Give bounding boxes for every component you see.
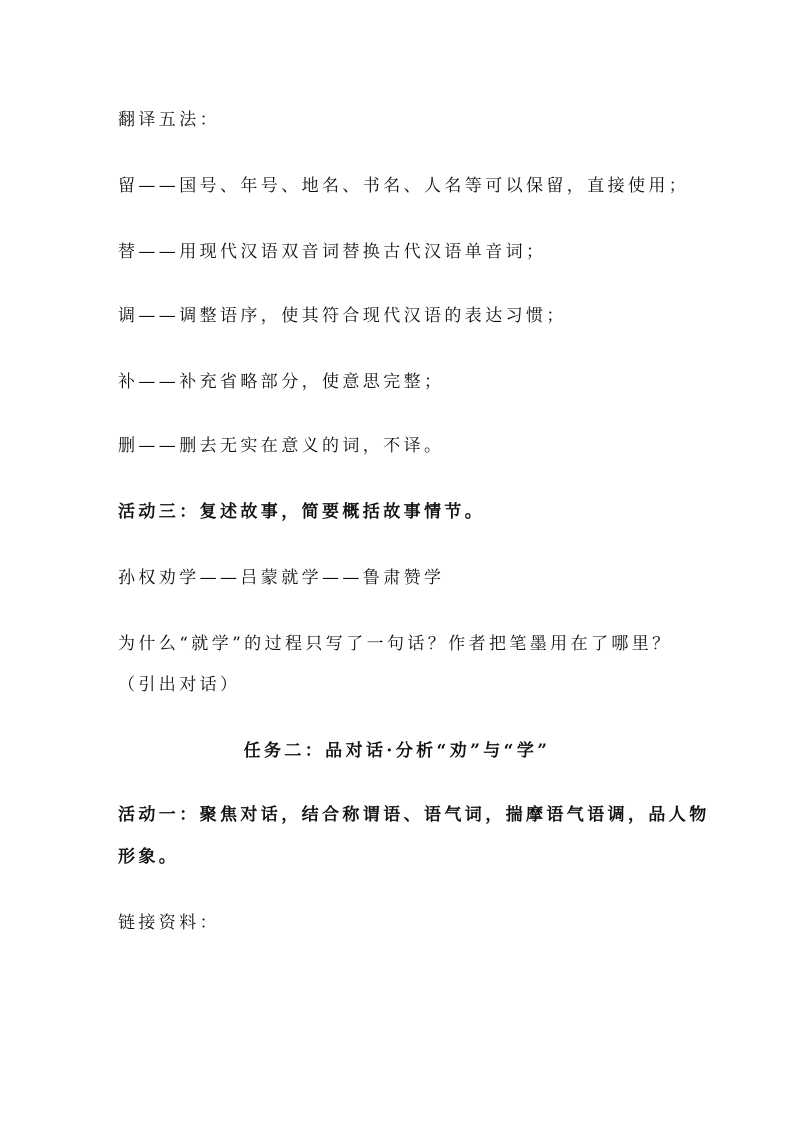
method-supplement: 补——补充省略部分，使意思完整； — [118, 372, 445, 392]
task2-title: 任务二：品对话·分析“劝”与“学” — [243, 741, 551, 761]
methods-heading: 翻译五法： — [118, 110, 220, 130]
activity1-line-1: 活动一：聚焦对话，结合称谓语、语气词，揣摩语气语调，品人物 — [118, 805, 710, 825]
activity3-heading: 活动三：复述故事，简要概括故事情节。 — [118, 502, 486, 522]
resources-label: 链接资料： — [118, 913, 220, 933]
question-line-2: （引出对话） — [118, 675, 241, 695]
method-retain: 留——国号、年号、地名、书名、人名等可以保留，直接使用； — [118, 176, 690, 196]
method-replace: 替——用现代汉语双音词替换古代汉语单音词； — [118, 242, 547, 262]
activity1-line-2: 形象。 — [118, 847, 180, 867]
story-flow: 孙权劝学——吕蒙就学——鲁肃赞学 — [118, 568, 445, 588]
question-line-1: 为什么“就学”的过程只写了一句话？作者把笔墨用在了哪里？ — [118, 634, 673, 654]
method-delete: 删——删去无实在意义的词，不译。 — [118, 436, 445, 456]
method-adjust: 调——调整语序，使其符合现代汉语的表达习惯； — [118, 306, 567, 326]
